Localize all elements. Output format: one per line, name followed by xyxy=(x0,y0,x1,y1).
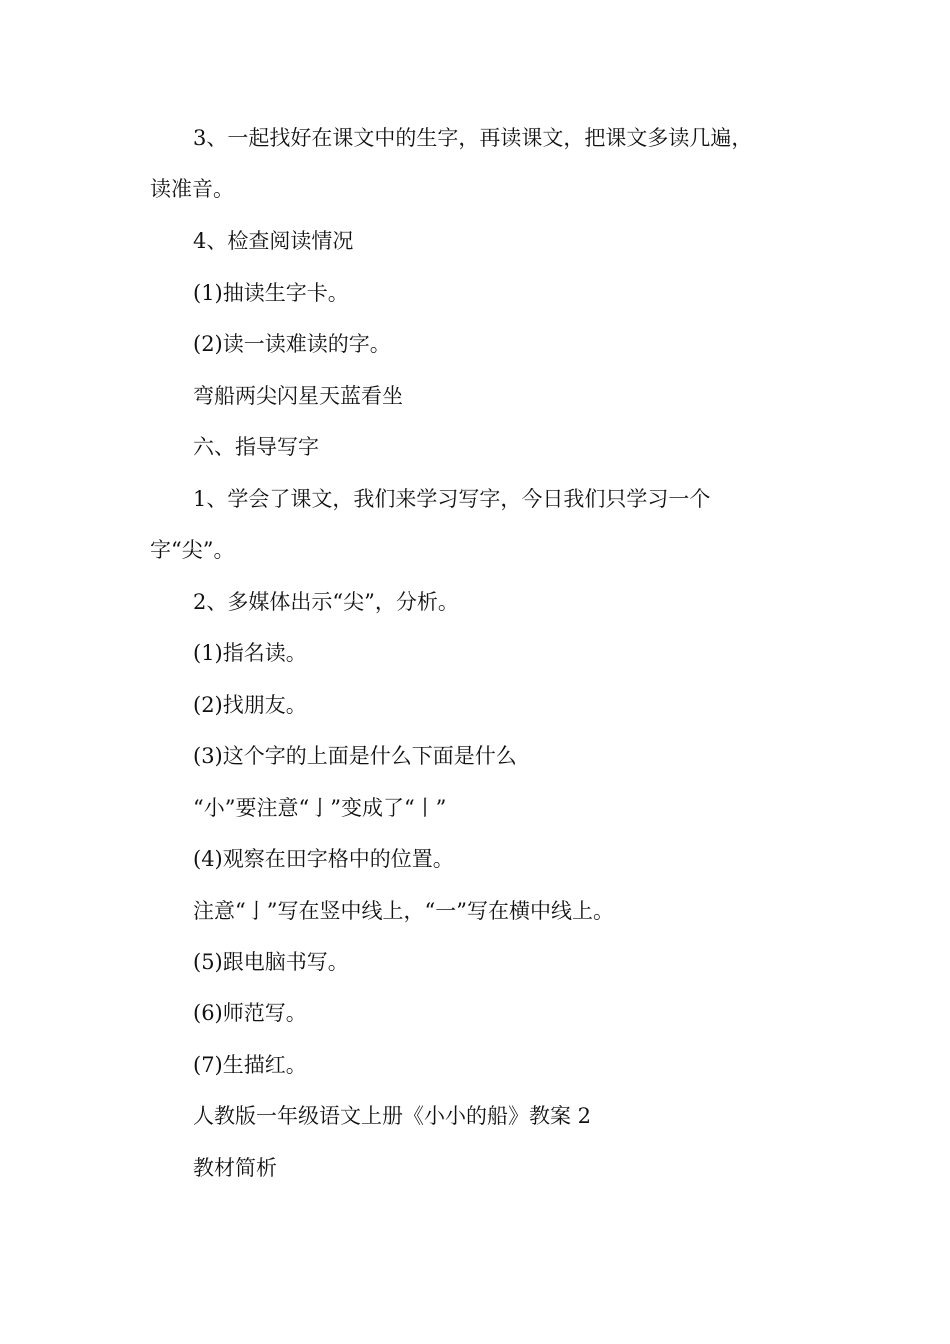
paragraph-line: 1、学会了课文，我们来学习写字，今日我们只学习一个 xyxy=(193,487,711,511)
paragraph-line: (3)这个字的上面是什么下面是什么 xyxy=(193,744,517,768)
paragraph-line: 弯船两尖闪星天蓝看坐 xyxy=(193,384,403,408)
paragraph-line: 字“尖”。 xyxy=(150,538,235,562)
paragraph-line: (7)生描红。 xyxy=(193,1053,307,1077)
paragraph-line: (1)指名读。 xyxy=(193,641,307,665)
section-heading: 六、指导写字 xyxy=(193,435,319,459)
paragraph-line: 注意“亅”写在竖中线上，“一”写在横中线上。 xyxy=(193,899,614,923)
paragraph-line: (6)师范写。 xyxy=(193,1001,307,1025)
section-title: 人教版一年级语文上册《小小的船》教案 2 xyxy=(193,1104,592,1128)
paragraph-line: 2、多媒体出示“尖”，分析。 xyxy=(193,590,459,614)
section-heading: 教材简析 xyxy=(193,1156,277,1180)
paragraph-line: 读准音。 xyxy=(150,177,234,201)
paragraph-line: “小”要注意“亅”变成了“丨” xyxy=(193,796,447,820)
paragraph-line: 4、检查阅读情况 xyxy=(193,229,354,253)
paragraph-line: (2)找朋友。 xyxy=(193,693,307,717)
paragraph-line: (2)读一读难读的字。 xyxy=(193,332,391,356)
paragraph-line: (1)抽读生字卡。 xyxy=(193,281,349,305)
paragraph-line: (4)观察在田字格中的位置。 xyxy=(193,847,454,871)
paragraph-line: (5)跟电脑书写。 xyxy=(193,950,349,974)
paragraph-line: 3、一起找好在课文中的生字，再读课文，把课文多读几遍， xyxy=(193,126,753,150)
